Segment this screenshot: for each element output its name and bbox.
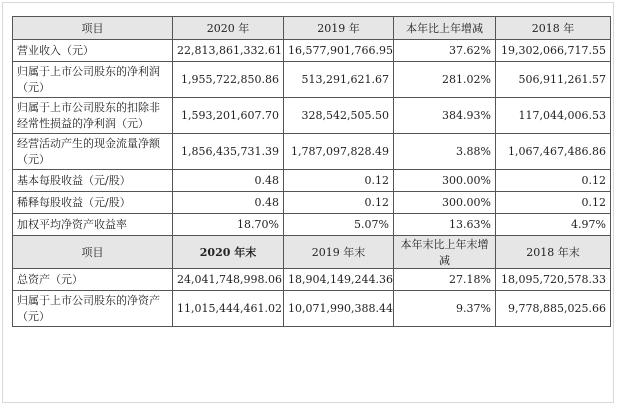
header-2019-end: 2019 年末 [284,236,394,269]
header-2020: 2020 年 [173,17,284,40]
value-change: 300.00% [394,170,496,192]
value-2019: 513,291,621.67 [284,62,394,98]
header-2018-end: 2018 年末 [496,236,611,269]
header-change-end: 本年末比上年末增减 [394,236,496,269]
value-change: 281.02% [394,62,496,98]
table-row [13,40,611,62]
value-2018: 18,095,720,578.33 [496,269,611,291]
value-2018: 0.12 [496,192,611,214]
table-row [13,170,611,192]
value-2019: 1,787,097,828.49 [284,134,394,170]
image-frame [2,2,614,403]
row-label: 归属于上市公司股东的净利润（元） [13,62,173,98]
value-2020: 1,856,435,731.39 [173,134,284,170]
value-2019: 0.12 [284,170,394,192]
value-2020: 18.70% [173,214,284,236]
row-label: 总资产（元） [13,269,173,291]
row-label: 基本每股收益（元/股） [13,170,173,192]
value-2018: 19,302,066,717.55 [496,40,611,62]
value-2020: 11,015,444,461.02 [173,291,284,327]
row-label: 经营活动产生的现金流量净额（元） [13,134,173,170]
table-row [13,291,611,327]
value-2019: 328,542,505.50 [284,98,394,134]
header-2019: 2019 年 [284,17,394,40]
value-2018: 117,044,006.53 [496,98,611,134]
table-row [13,134,611,170]
value-2019: 0.12 [284,192,394,214]
row-label: 加权平均净资产收益率 [13,214,173,236]
header-item: 项目 [13,17,173,40]
value-change: 384.93% [394,98,496,134]
value-2019: 10,071,990,388.44 [284,291,394,327]
table-row [13,269,611,291]
value-2018: 1,067,467,486.86 [496,134,611,170]
header-item: 项目 [13,236,173,269]
value-2018: 4.97% [496,214,611,236]
value-change: 9.37% [394,291,496,327]
table-header-row-year-end [13,236,611,269]
value-change: 27.18% [394,269,496,291]
value-change: 37.62% [394,40,496,62]
value-2020: 1,955,722,850.86 [173,62,284,98]
value-2020: 22,813,861,332.61 [173,40,284,62]
financial-summary-table [12,16,611,327]
table-row [13,62,611,98]
value-2020: 24,041,748,998.06 [173,269,284,291]
value-2018: 9,778,885,025.66 [496,291,611,327]
value-2019: 16,577,901,766.95 [284,40,394,62]
row-label: 营业收入（元） [13,40,173,62]
header-change: 本年比上年增减 [394,17,496,40]
header-2018: 2018 年 [496,17,611,40]
row-label: 归属于上市公司股东的扣除非经常性损益的净利润（元） [13,98,173,134]
header-2020-end: 2020 年末 [173,236,284,269]
value-change: 300.00% [394,192,496,214]
table-row [13,214,611,236]
row-label: 归属于上市公司股东的净资产（元） [13,291,173,327]
value-2020: 0.48 [173,170,284,192]
value-2020: 1,593,201,607.70 [173,98,284,134]
value-change: 13.63% [394,214,496,236]
table-header-row [13,17,611,40]
value-2018: 506,911,261.57 [496,62,611,98]
value-change: 3.88% [394,134,496,170]
table-row [13,192,611,214]
value-2018: 0.12 [496,170,611,192]
value-2019: 5.07% [284,214,394,236]
row-label: 稀释每股收益（元/股） [13,192,173,214]
value-2019: 18,904,149,244.36 [284,269,394,291]
table-row [13,98,611,134]
value-2020: 0.48 [173,192,284,214]
